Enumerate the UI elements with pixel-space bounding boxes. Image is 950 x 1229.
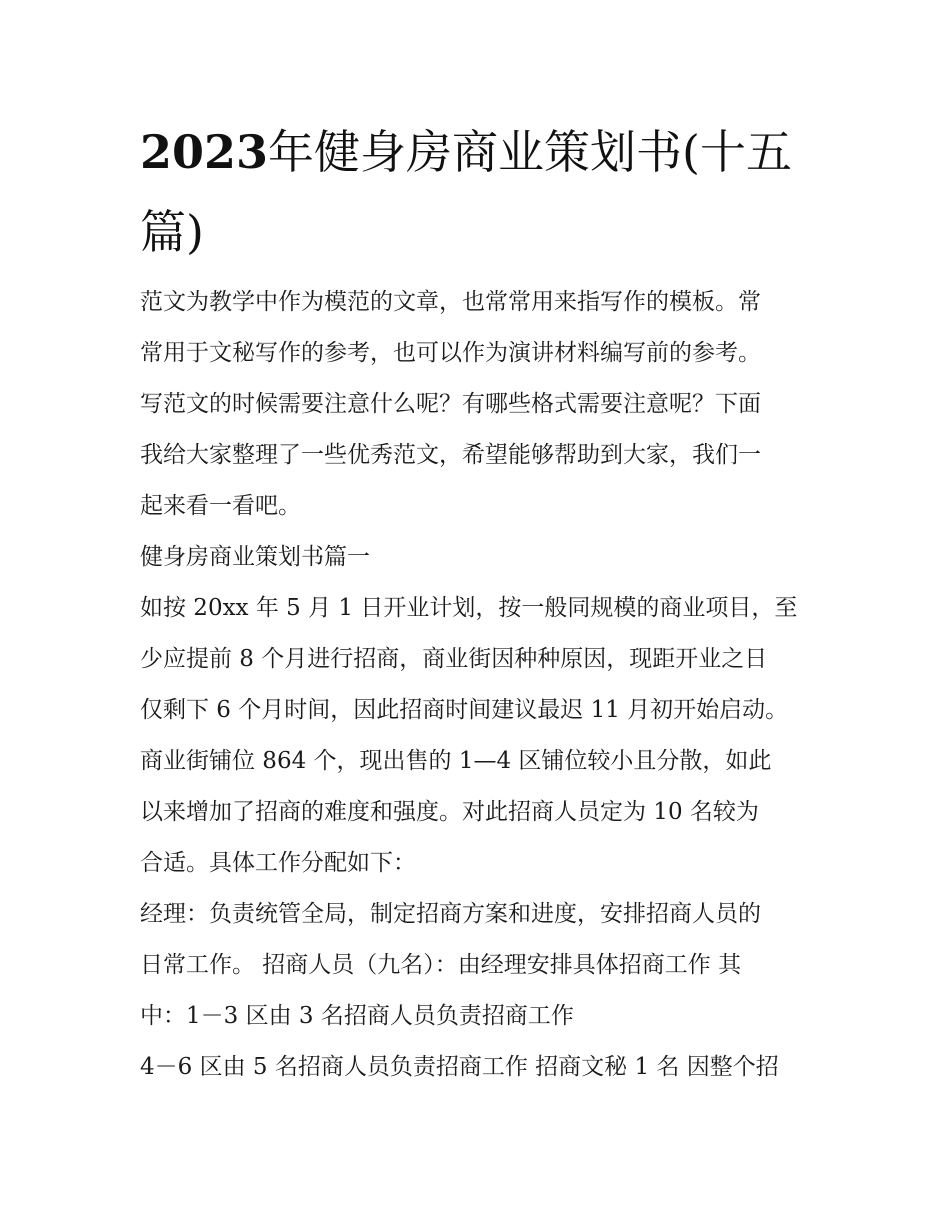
body-line: 少应提前 8 个月进行招商，商业街因种种原因，现距开业之日 xyxy=(140,646,768,672)
body-line: 以来增加了招商的难度和强度。对此招商人员定为 10 名较为 xyxy=(140,799,759,825)
body-line: 商业街铺位 864 个，现出售的 1—4 区铺位较小且分散，如此 xyxy=(140,748,772,774)
document-title xyxy=(140,112,820,272)
body-line: 4－6 区由 5 名招商人员负责招商工作 招商文秘 1 名 因整个招 xyxy=(140,1054,779,1080)
body-line: 范文为教学中作为模范的文章，也常常用来指写作的模板。常 xyxy=(140,289,761,315)
title-text: 年健身房商业策划书(十五篇) xyxy=(140,125,792,259)
document-body xyxy=(140,277,820,1093)
body-line: 常用于文秘写作的参考，也可以作为演讲材料编写前的参考。 xyxy=(140,340,761,366)
title-year: 2023 xyxy=(140,125,269,179)
body-line: 经理：负责统管全局，制定招商方案和进度，安排招商人员的 xyxy=(140,901,761,927)
section-heading: 健身房商业策划书篇一 xyxy=(140,544,370,570)
body-line: 写范文的时候需要注意什么呢？有哪些格式需要注意呢？下面 xyxy=(140,391,761,417)
body-line: 如按 20xx 年 5 月 1 日开业计划，按一般同规模的商业项目，至 xyxy=(140,595,798,621)
body-line: 仅剩下 6 个月时间，因此招商时间建议最迟 11 月初开始启动。 xyxy=(140,697,789,723)
body-line: 我给大家整理了一些优秀范文，希望能够帮助到大家，我们一 xyxy=(140,442,761,468)
body-line: 起来看一看吧。 xyxy=(140,493,301,519)
body-line: 合适。具体工作分配如下： xyxy=(140,850,416,876)
body-line: 日常工作。 招商人员（九名）：由经理安排具体招商工作 其 xyxy=(140,952,742,978)
body-line: 中：1－3 区由 3 名招商人员负责招商工作 xyxy=(140,1003,574,1029)
